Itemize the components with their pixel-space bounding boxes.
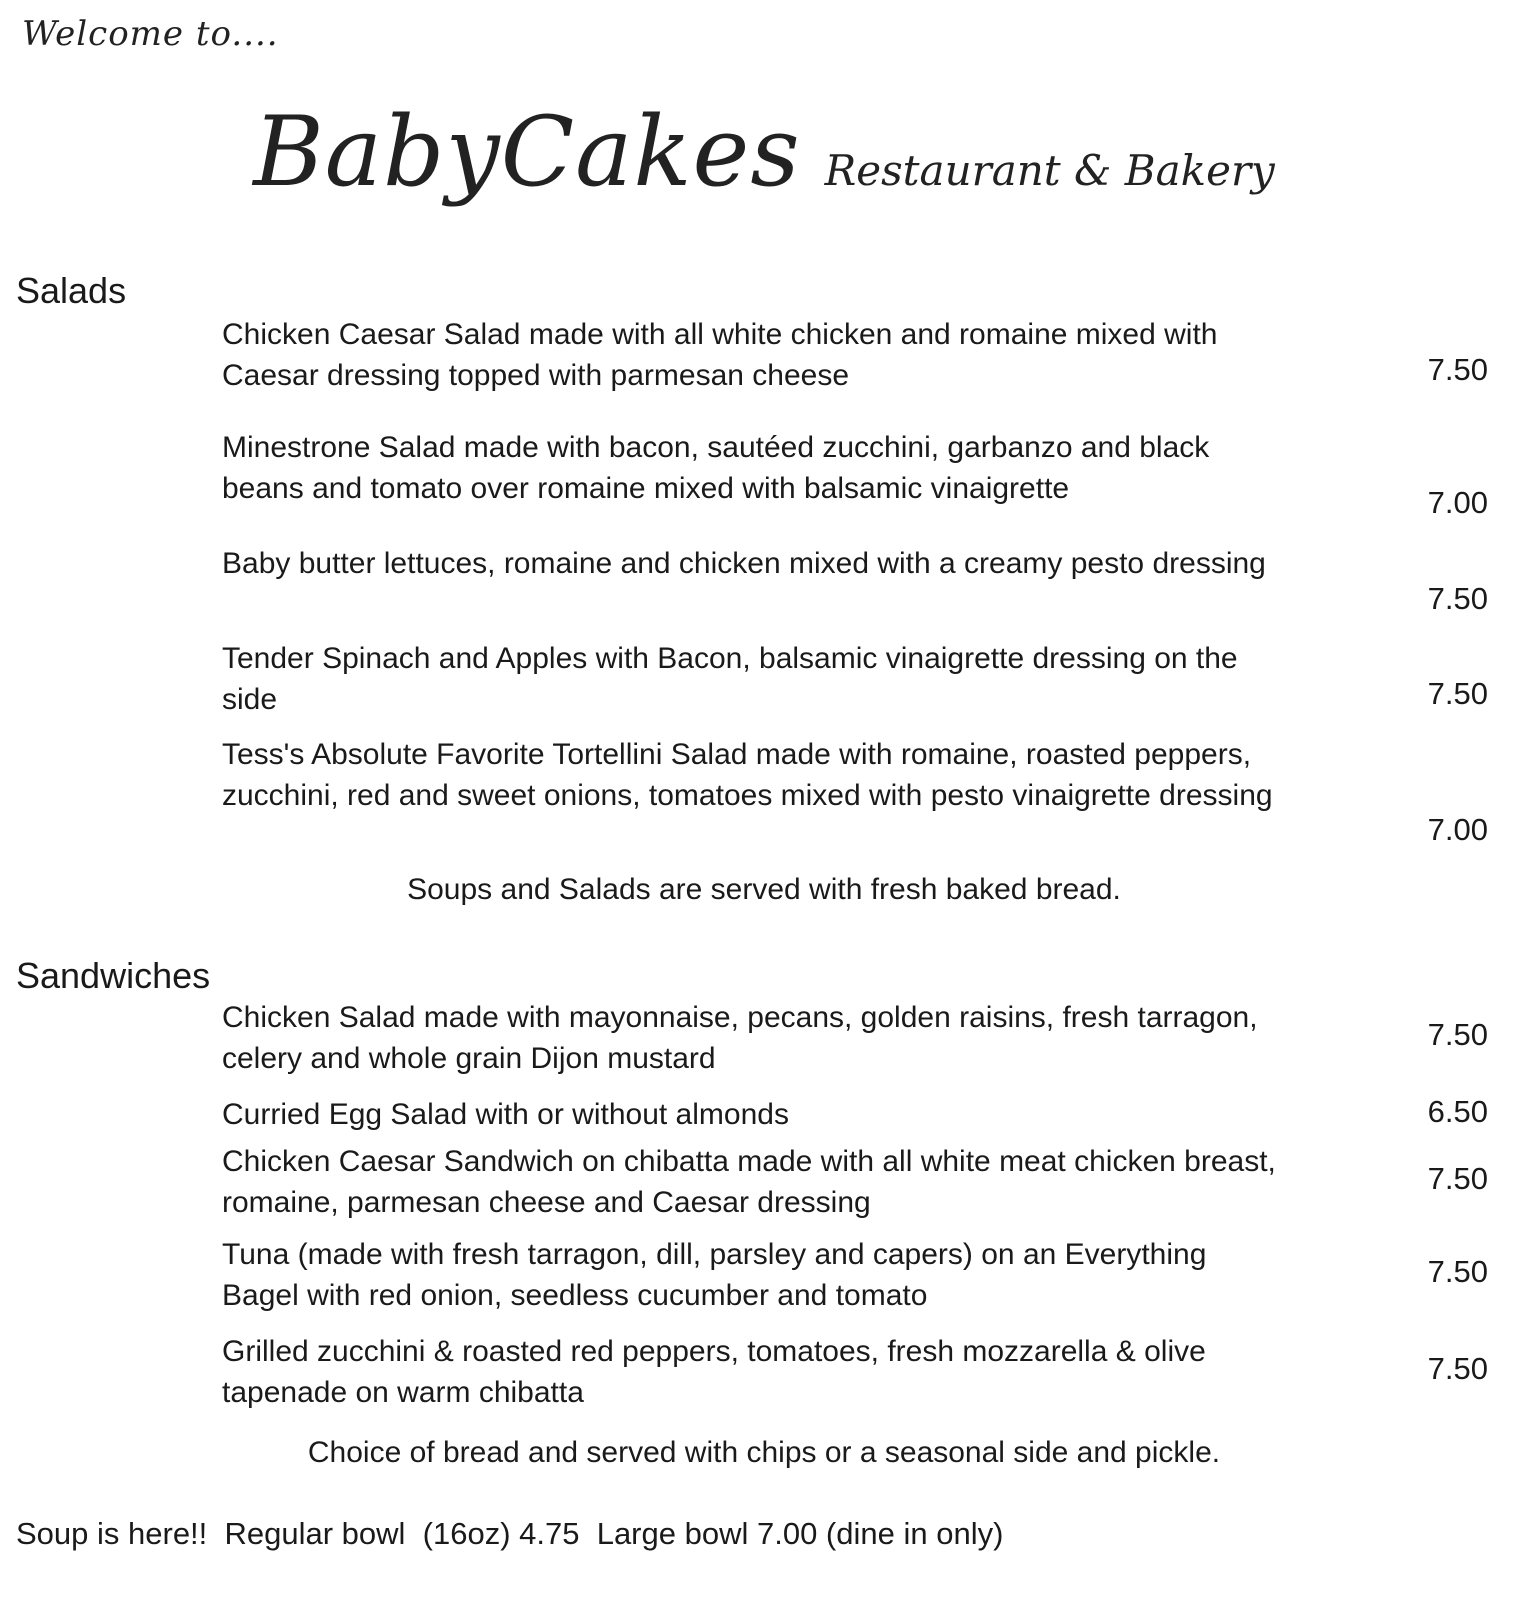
- section-title-salads: Salads: [16, 270, 127, 311]
- item-price: 7.50: [1427, 1351, 1488, 1386]
- item-price: 7.50: [1427, 1254, 1488, 1289]
- soup-line: Soup is here!! Regular bowl (16oz) 4.75 Large bowl 7.00 (dine in only): [16, 1516, 1004, 1551]
- logo-subtitle: Restaurant & Bakery: [824, 146, 1275, 195]
- item-price: 7.00: [1427, 812, 1488, 847]
- item-price: 7.50: [1427, 352, 1488, 387]
- sandwiches-note: Choice of bread and served with chips or a seasonal side and pickle.: [307, 1436, 1221, 1469]
- item-description: Tender Spinach and Apples with Bacon, balsamic vinaigrette dressing on the side: [222, 642, 1238, 716]
- item-price: 7.50: [1427, 676, 1488, 711]
- logo-name: BabyCakes: [253, 96, 801, 208]
- welcome-text: Welcome to....: [22, 14, 279, 54]
- section-title-sandwiches: Sandwiches: [16, 955, 211, 996]
- item-price: 6.50: [1427, 1094, 1488, 1129]
- item-description: Grilled zucchini & roasted red peppers, tomatoes, fresh mozzarella & olive tapenade on warm chibatta: [222, 1335, 1206, 1409]
- item-description: Baby butter lettuces, romaine and chicken mixed with a creamy pesto dressing: [222, 547, 1266, 580]
- item-price: 7.50: [1427, 581, 1488, 616]
- restaurant-logo: [0, 96, 1528, 208]
- item-price: 7.50: [1427, 1017, 1488, 1052]
- item-description: Minestrone Salad made with bacon, sautéed zucchini, garbanzo and black beans and tomato over romaine mixed with balsamic vinaigrette: [222, 431, 1210, 505]
- item-description: Chicken Caesar Salad made with all white chicken and romaine mixed with Caesar dressing topped with parmesan cheese: [222, 318, 1218, 392]
- salads-note: Soups and Salads are served with fresh baked bread.: [407, 873, 1121, 906]
- item-description: Chicken Salad made with mayonnaise, pecans, golden raisins, fresh tarragon, celery and whole grain Dijon mustard: [222, 1001, 1258, 1075]
- item-description: Chicken Caesar Sandwich on chibatta made with all white meat chicken breast, romaine, parmesan cheese and Caesar dressing: [222, 1145, 1276, 1219]
- item-price: 7.50: [1427, 1161, 1488, 1196]
- item-description: Tess's Absolute Favorite Tortellini Salad made with romaine, roasted peppers, zucchini, red and sweet onions, tomatoes mixed with pesto vinaigrette dressing: [222, 738, 1273, 812]
- item-description: Curried Egg Salad with or without almonds: [222, 1098, 789, 1131]
- item-price: 7.00: [1427, 485, 1488, 520]
- item-description: Tuna (made with fresh tarragon, dill, parsley and capers) on an Everything Bagel with red onion, seedless cucumber and tomato: [222, 1238, 1207, 1312]
